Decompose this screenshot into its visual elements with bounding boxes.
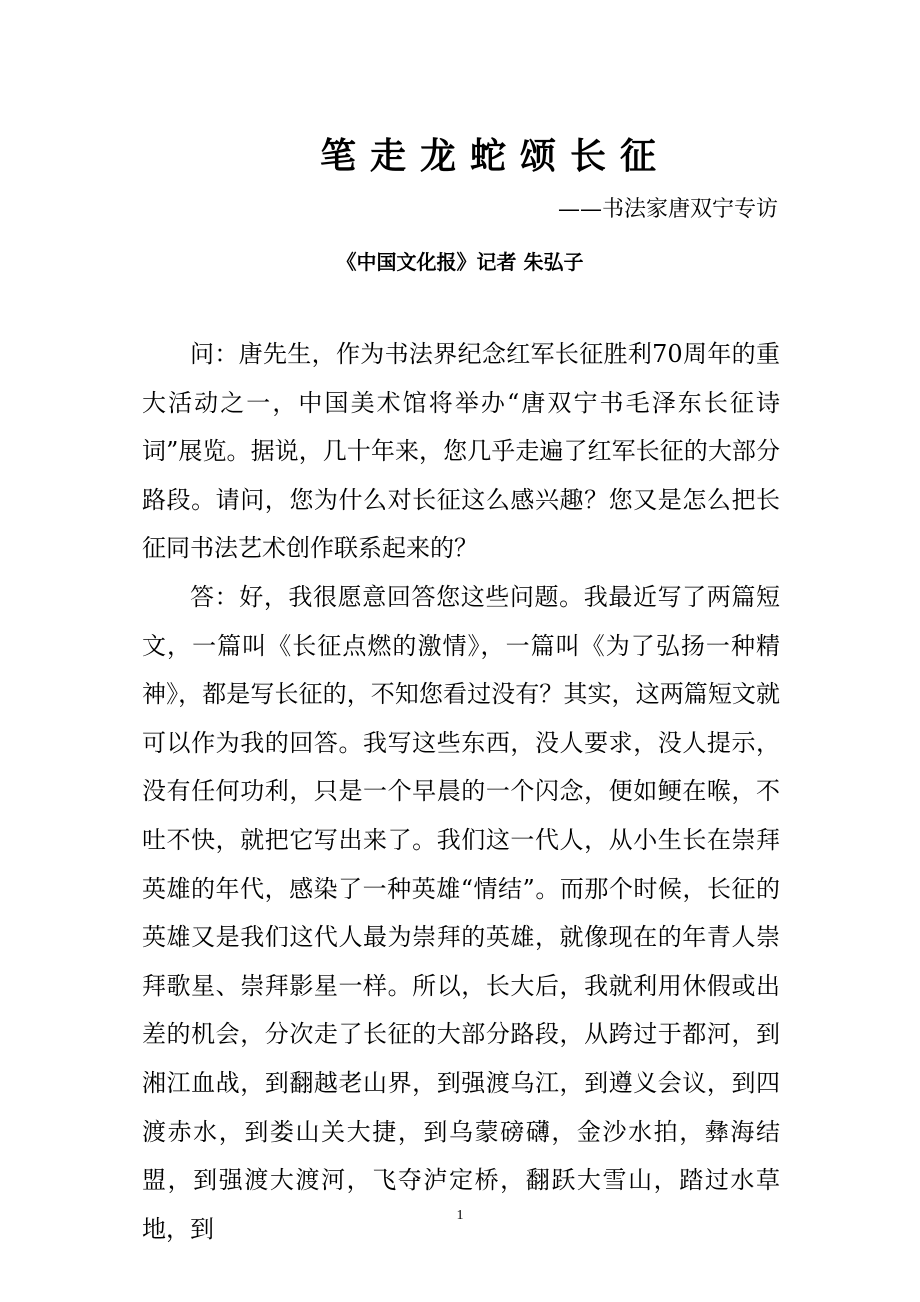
- article-subtitle: ——书法家唐双宁专访: [557, 197, 778, 222]
- page-number: 1: [456, 1208, 464, 1223]
- article-body: [142, 330, 780, 1253]
- article-title: 笔走龙蛇颂长征: [319, 135, 670, 177]
- paragraph-question: 问：唐先生，作为书法界纪念红军长征胜利70周年的重大活动之一，中国美术馆将举办“唐双宁书毛泽东长征诗词”展览。据说，几十年来，您几乎走遍了红军长征的大部分路段。请问，您为什么对长征这么感兴趣？您又是怎么把长征同书法艺术创作联系起来的？: [142, 340, 780, 563]
- paragraph-answer: 答：好，我很愿意回答您这些问题。我最近写了两篇短文，一篇叫《长征点燃的激情》，一篇叫《为了弘扬一种精神》，都是写长征的，不知您看过没有？其实，这两篇短文就可以作为我的回答。我写这些东西，没人要求，没人提示，没有任何功利，只是一个早晨的一个闪念，便如鲠在喉，不吐不快，就把它写出来了。我们这一代人，从小生长在崇拜英雄的年代，感染了一种英雄“情结”。而那个时候，长征的英雄又是我们这代人最为崇拜的英雄，就像现在的年青人崇拜歌星、崇拜影星一样。所以，长大后，我就利用休假或出差的机会，分次走了长征的大部分路段，从跨过于都河，到湘江血战，到翻越老山界，到强渡乌江，到遵义会议，到四渡赤水，到娄山关大捷，到乌蒙磅礴，金沙水拍，彝海结盟，到强渡大渡河，飞夺泸定桥，翻跃大雪山，踏过水草地，到: [142, 582, 780, 1243]
- article-byline: 《中国文化报》记者 朱弘子: [336, 250, 584, 274]
